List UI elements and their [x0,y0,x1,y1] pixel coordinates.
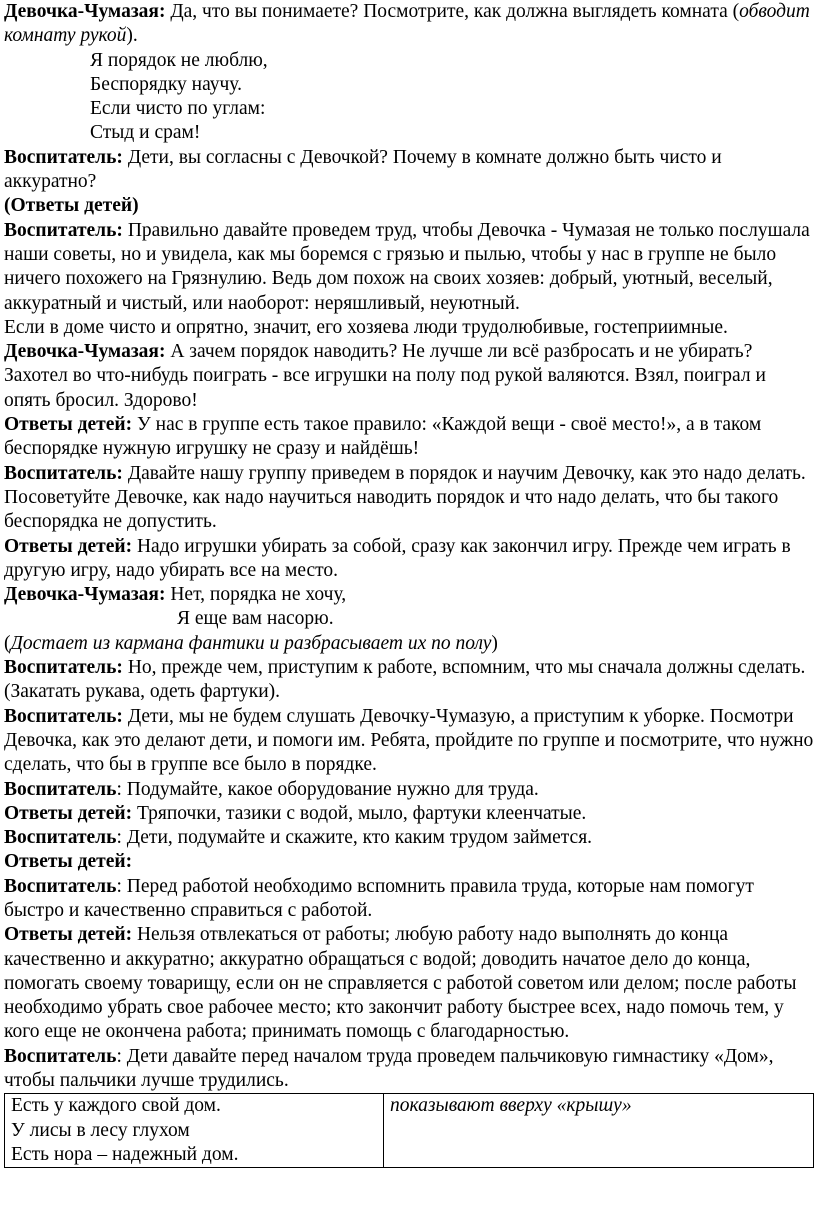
dialogue-paragraph [4,705,814,778]
finger-gymnastics-table [4,1093,814,1168]
verse-line: Я порядок не люблю, [90,49,268,71]
paragraph-text: Если в доме чисто и опрятно, значит, его хозяева люди трудолюбивые, гостеприимные. [4,316,728,338]
dialogue-paragraph [4,583,814,607]
dialogue-paragraph [4,462,814,535]
speaker-label: Воспитатель: [4,219,123,241]
dialogue-paragraph [4,413,814,462]
document-body [4,0,814,1093]
paragraph-text: Да, что вы понимаете? Посмотрите, как должна выглядеть комната ( [165,1,740,22]
paragraph-text: Нельзя отвлекаться от работы; любую работу надо выполнять до конца качественно и аккуратно; аккуратно обращаться с водой; доводить начатое дело до конца, помогать своему товарищу, если он не справляется с работой советом или делом; после работы необходимо убрать свое рабочее место; кто закончит работу быстрее всех, надо помочь тем, у кого еще не окончена работа; принимать помощь с благодарностью. [4,924,797,1043]
stage-direction: обводит комнату рукой [4,1,810,47]
paragraph-text: Тряпочки, тазики с водой, мыло, фартуки клеенчатые. [132,802,587,824]
speaker-label: (Ответы детей) [4,195,139,217]
table-row [5,1094,814,1168]
dialogue-paragraph [4,535,814,584]
dialogue-paragraph [4,656,814,705]
speaker-label: Воспитатель [4,1045,117,1067]
dialogue-paragraph [4,850,814,874]
speaker-label: Ответы детей: [4,414,133,436]
speaker-label: Ответы детей: [4,924,133,946]
speaker-label: Воспитатель [4,875,117,897]
paragraph-text: А зачем порядок наводить? Не лучше ли всё разбросать и не убирать? Захотел во что-нибудь поиграть - все игрушки на полу под рукой валяются. Взял, поиграл и опять бросил. Здорово! [4,341,766,411]
dialogue-paragraph [4,146,814,195]
dialogue-paragraph [4,0,814,49]
paragraph-text: Дети, мы не будем слушать Девочку-Чумазую, а приступим к уборке. Посмотри Девочка, как это делают дети, и помоги им. Ребята, пройдите по группе и посмотрите, что нужно сделать, что бы в группе все было в порядке. [4,705,814,776]
paragraph-text: : Перед работой необходимо вспомнить правила труда, которые нам помогут быстро и качественно справиться с работой. [4,875,754,921]
speaker-label: Ответы детей: [4,851,133,873]
action-text: показывают вверху «крышу» [390,1095,632,1117]
verse-line: Беспорядку научу. [90,73,242,95]
paragraph-text: Давайте нашу группу приведем в порядок и научим Девочку, как это надо делать. Посоветуйте Девочке, как надо научиться наводить порядок и что надо делать, что бы такого беспорядка не допустить. [4,462,806,533]
speaker-label: Воспитатель [4,778,117,800]
speaker-label: Воспитатель: [4,462,123,484]
dialogue-paragraph [4,219,814,316]
dialogue-paragraph [4,316,814,340]
speaker-label: Девочка-Чумазая: [4,1,166,22]
paragraph-text: Нет, порядка не хочу, [165,584,347,606]
dialogue-paragraph [4,923,814,1044]
dialogue-paragraph [4,778,814,802]
verse-line: Есть нора – надежный дом. [11,1143,239,1165]
paragraph-text: : Подумайте, какое оборудование нужно для труда. [116,778,539,800]
paragraph-text: Но, прежде чем, приступим к работе, вспомним, что мы сначала должны сделать. (Закатать рукава, одеть фартуки). [4,657,806,703]
dialogue-paragraph [4,194,814,218]
verse-line: У лисы в лесу глухом [11,1119,190,1141]
verse-line: Я еще вам насорю. [177,608,334,630]
verse-line: Если чисто по углам: [90,98,266,120]
dialogue-paragraph [4,802,814,826]
paragraph-text: ( [4,632,11,654]
dialogue-paragraph [4,1045,814,1094]
dialogue-paragraph [4,875,814,924]
paragraph-text: Надо игрушки убирать за собой, сразу как закончил игру. Прежде чем играть в другую игру, надо убирать все на место. [4,535,791,581]
paragraph-text: : Дети, подумайте и скажите, кто каким трудом займется. [116,827,593,849]
speaker-label: Ответы детей: [4,802,133,824]
dialogue-paragraph [4,826,814,850]
dialogue-paragraph [4,632,814,656]
paragraph-text: У нас в группе есть такое правило: «Каждой вещи - своё место!», а в таком беспорядке нужную игрушку не сразу и найдёшь! [4,414,762,460]
speaker-label: Девочка-Чумазая: [4,584,166,606]
speaker-label: Воспитатель: [4,657,123,679]
speaker-label: Воспитатель [4,827,117,849]
table-cell-action [384,1094,814,1168]
stage-direction: Достает из кармана фантики и разбрасывает их по полу [10,632,492,654]
speaker-label: Девочка-Чумазая: [4,341,166,363]
paragraph-text: Правильно давайте проведем труд, чтобы Девочка - Чумазая не только послушала наши советы, но и увидела, как мы боремся с грязью и пылью, чтобы у нас в группе не было ничего похожего на Грязнулию. Ведь дом похож на своих хозяев: добрый, уютный, веселый, аккуратный и чистый, или наоборот: неряшливый, неуютный. [4,219,810,314]
table-cell-verse [5,1094,384,1168]
speaker-label: Воспитатель: [4,146,123,168]
dialogue-paragraph [4,340,814,413]
paragraph-text: ). [126,25,138,47]
paragraph-text: Дети, вы согласны с Девочкой? Почему в комнате должно быть чисто и аккуратно? [4,146,722,193]
speaker-label: Воспитатель: [4,705,123,727]
paragraph-text: : Дети давайте перед началом труда проведем пальчиковую гимнастику «Дом», чтобы пальчики лучше трудились. [4,1045,774,1092]
verse-line: Стыд и срам! [90,122,201,144]
paragraph-text: ) [491,632,498,654]
speaker-label: Ответы детей: [4,535,133,557]
verse-line: Есть у каждого свой дом. [11,1095,221,1117]
